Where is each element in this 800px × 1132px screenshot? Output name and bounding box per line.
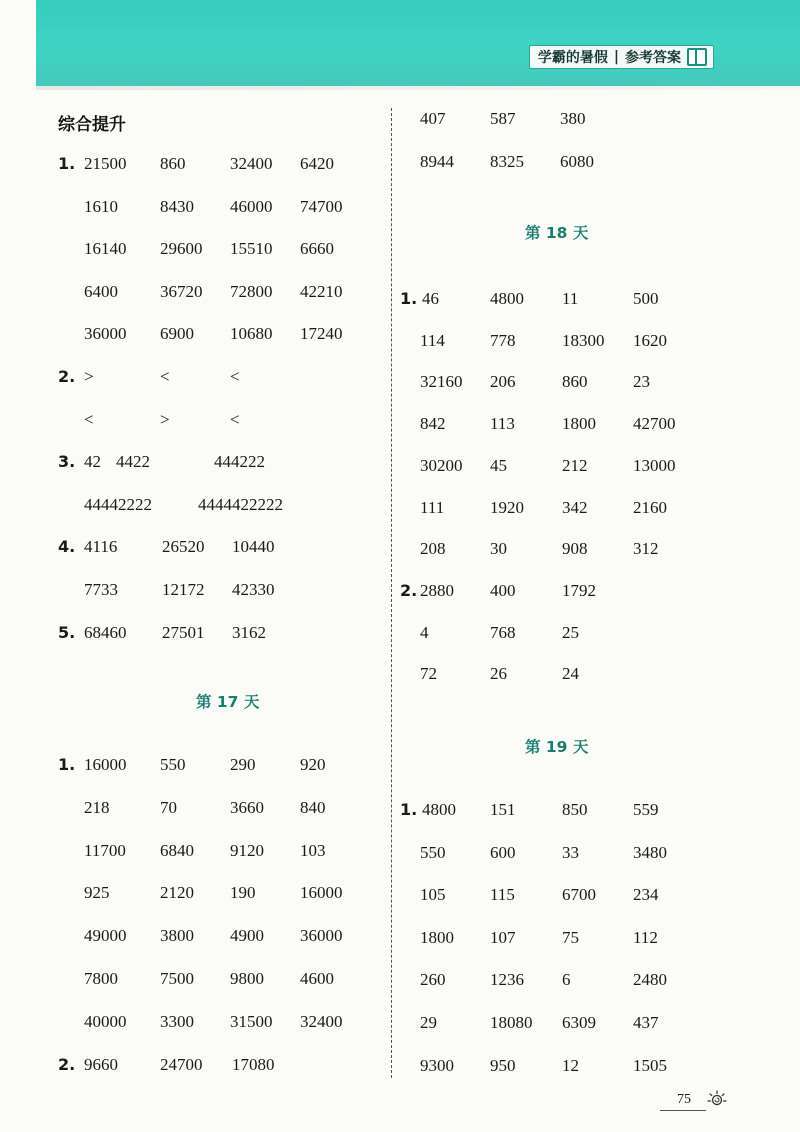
answer-value: 1610	[84, 196, 118, 216]
answer-value: 2880	[420, 580, 454, 600]
answer-value: 17240	[300, 324, 343, 344]
answer-value: 908	[562, 539, 588, 559]
answer-value: 768	[490, 622, 516, 642]
answer-value: 7500	[160, 969, 194, 988]
answer-value: 860	[562, 372, 588, 392]
question-number: 2.	[400, 580, 418, 600]
answer-row	[0, 840, 800, 867]
day-17-title: 第 17 天	[196, 693, 260, 711]
answer-value: 4900	[230, 926, 264, 946]
answer-value: 18080	[490, 1013, 533, 1032]
answer-value: 2160	[633, 497, 667, 517]
answer-value: 27501	[162, 622, 205, 642]
answer-value: >	[160, 409, 170, 429]
book-icon	[687, 48, 707, 66]
answer-value: <	[160, 367, 170, 386]
section-label: 参考答案	[625, 50, 681, 66]
answer-value: 6840	[160, 840, 194, 860]
header-separator: |	[613, 49, 619, 65]
answer-value: 312	[633, 539, 659, 559]
answer-value: 32400	[300, 1011, 343, 1031]
answer-value: <	[84, 409, 94, 429]
answer-row	[0, 331, 800, 355]
question-number: 1.	[400, 289, 418, 308]
answer-row	[0, 970, 800, 994]
answer-row	[0, 109, 800, 133]
answer-value: 587	[490, 109, 516, 128]
answer-value: 42330	[232, 580, 275, 599]
answer-value: 29	[420, 1013, 437, 1032]
answer-value: 840	[300, 797, 326, 817]
answer-value: 24700	[160, 1054, 203, 1074]
answer-value: 23	[633, 372, 650, 392]
answer-value: 860	[160, 154, 186, 173]
answer-row	[0, 239, 800, 263]
answer-value: 36000	[300, 926, 343, 946]
answer-value: 6309	[562, 1013, 596, 1032]
answer-value: 103	[300, 840, 326, 860]
answer-value: 6080	[560, 152, 594, 171]
answer-value: 16000	[84, 755, 127, 774]
answer-row	[0, 372, 800, 396]
answer-value: 40000	[84, 1011, 127, 1031]
answer-value: 42210	[300, 281, 343, 301]
answer-value: 9300	[420, 1055, 454, 1075]
answer-value: 45	[490, 455, 507, 475]
page-number: 75	[677, 1092, 691, 1107]
answer-value: 25	[562, 622, 579, 642]
answer-value: 290	[230, 755, 256, 774]
answer-value: 6420	[300, 154, 334, 173]
answer-value: 8430	[160, 196, 194, 216]
answer-value: 212	[562, 455, 588, 475]
header-band	[36, 0, 800, 86]
answer-value: 33	[562, 842, 579, 862]
answer-value: 16140	[84, 239, 127, 259]
answer-value: 16000	[300, 883, 343, 903]
answer-value: 107	[490, 927, 516, 947]
answer-value: 42	[84, 452, 101, 472]
answer-value: 70	[160, 797, 177, 817]
day-19-title: 第 19 天	[525, 738, 589, 756]
section-title: 综合提升	[58, 115, 126, 135]
answer-value: 36720	[160, 281, 203, 301]
answer-value: 1620	[633, 330, 667, 350]
answer-value: <	[230, 367, 240, 386]
answer-value: <	[230, 409, 240, 429]
question-number: 3.	[58, 452, 76, 472]
question-number: 2.	[58, 367, 76, 386]
answer-row	[0, 456, 800, 480]
answer-value: 3660	[230, 797, 264, 817]
answer-value: 1920	[490, 497, 524, 517]
question-number: 4.	[58, 537, 76, 557]
answer-value: 2480	[633, 970, 667, 990]
answer-value: 6400	[84, 281, 118, 301]
answer-value: 1505	[633, 1055, 667, 1075]
answer-row	[0, 414, 800, 438]
answer-value: 114	[420, 330, 445, 350]
answer-value: 7800	[84, 969, 118, 988]
answer-value: 12	[562, 1055, 579, 1075]
answer-value: 13000	[633, 455, 676, 475]
answer-value: 30	[490, 539, 507, 559]
answer-value: 4	[420, 622, 429, 642]
answer-value: 2120	[160, 883, 194, 903]
question-number: 2.	[58, 1054, 76, 1074]
answer-value: 1792	[562, 580, 596, 600]
answer-value: 36000	[84, 324, 127, 344]
answer-value: 68460	[84, 622, 127, 642]
answer-value: 550	[160, 755, 186, 774]
answer-value: 112	[633, 927, 658, 947]
answer-value: 10680	[230, 324, 273, 344]
answer-value: 74700	[300, 196, 343, 216]
answer-value: 75	[562, 927, 579, 947]
answer-value: 44442222	[84, 494, 152, 514]
answer-value: 21500	[84, 154, 127, 173]
answer-row	[0, 1013, 800, 1037]
answer-value: 850	[562, 800, 588, 819]
answer-row	[0, 623, 800, 647]
answer-value: 1800	[562, 414, 596, 434]
answer-value: 3800	[160, 926, 194, 946]
answer-value: 950	[490, 1055, 516, 1075]
answer-value: 8944	[420, 152, 454, 171]
answer-value: 49000	[84, 926, 127, 946]
answer-value: 113	[490, 414, 515, 434]
answer-value: 842	[420, 414, 446, 434]
answer-value: 600	[490, 842, 516, 862]
answer-value: 1800	[420, 927, 454, 947]
answer-value: 26	[490, 664, 507, 684]
question-number: 1.	[58, 154, 76, 173]
answer-value: >	[84, 367, 94, 386]
answer-row	[0, 755, 800, 779]
answer-value: 9660	[84, 1054, 118, 1074]
sun-icon	[706, 1088, 728, 1110]
answer-value: 4116	[84, 537, 118, 557]
answer-value: 10440	[232, 537, 275, 557]
answer-value: 444222	[214, 452, 265, 472]
question-number: 5.	[58, 622, 76, 642]
answer-row	[0, 1056, 800, 1080]
answer-value: 4800	[422, 800, 456, 819]
day-18-title: 第 18 天	[525, 224, 589, 242]
answer-value: 3480	[633, 842, 667, 862]
answer-value: 17080	[232, 1054, 275, 1074]
answer-row	[0, 885, 800, 909]
answer-value: 30200	[420, 455, 463, 475]
answer-value: 46000	[230, 196, 273, 216]
answer-value: 24	[562, 664, 579, 684]
answer-value: 9800	[230, 969, 264, 988]
answer-value: 342	[562, 497, 588, 517]
answer-value: 4600	[300, 969, 334, 988]
answer-value: 206	[490, 372, 516, 392]
answer-value: 8325	[490, 152, 524, 171]
answer-row	[0, 797, 800, 824]
answer-value: 4422	[116, 452, 150, 472]
answer-value: 4444422222	[198, 494, 283, 514]
answer-value: 6660	[300, 239, 334, 259]
answer-value: 32160	[420, 372, 463, 392]
question-number: 1.	[400, 800, 418, 819]
answer-row	[0, 928, 800, 952]
answer-value: 380	[560, 109, 586, 128]
answer-value: 925	[84, 883, 110, 903]
answer-value: 26520	[162, 537, 205, 557]
book-tag	[529, 45, 714, 69]
answer-value: 32400	[230, 154, 273, 173]
answer-value: 72	[420, 664, 437, 684]
answer-value: 208	[420, 539, 446, 559]
answer-value: 190	[230, 883, 256, 903]
answer-value: 4800	[490, 289, 524, 308]
answer-row	[0, 664, 800, 688]
answer-value: 6700	[562, 885, 596, 905]
answer-value: 218	[84, 797, 110, 817]
answer-value: 778	[490, 330, 516, 350]
answer-value: 500	[633, 289, 659, 308]
answer-value: 29600	[160, 239, 203, 259]
answer-value: 31500	[230, 1011, 273, 1031]
answer-value: 9120	[230, 840, 264, 860]
answer-value: 15510	[230, 239, 273, 259]
answer-value: 3162	[232, 622, 266, 642]
answer-value: 234	[633, 885, 659, 905]
answer-row	[0, 289, 800, 313]
answer-value: 6900	[160, 324, 194, 344]
answer-value: 11700	[84, 840, 126, 860]
answer-value: 7733	[84, 580, 118, 599]
answer-row	[0, 197, 800, 221]
answer-value: 115	[490, 885, 515, 905]
answer-value: 559	[633, 800, 659, 819]
answer-value: 3300	[160, 1011, 194, 1031]
answer-row	[0, 498, 800, 522]
answer-value: 72800	[230, 281, 273, 301]
answer-value: 1236	[490, 970, 524, 990]
answer-value: 105	[420, 885, 446, 905]
answer-row	[0, 152, 800, 176]
answer-value: 400	[490, 580, 516, 600]
answer-value: 437	[633, 1013, 659, 1032]
book-title: 学霸的暑假	[537, 50, 608, 66]
answer-row	[0, 581, 800, 605]
answer-value: 260	[420, 970, 446, 990]
page-number-underline	[660, 1110, 706, 1111]
question-number: 1.	[58, 755, 76, 774]
answer-value: 42700	[633, 414, 676, 434]
answer-value: 407	[420, 109, 446, 128]
answer-value: 920	[300, 755, 326, 774]
answer-value: 46	[422, 289, 439, 308]
answer-value: 111	[420, 497, 445, 517]
answer-row	[0, 539, 800, 563]
answer-value: 11	[562, 289, 579, 308]
answer-value: 12172	[162, 580, 205, 599]
answer-value: 18300	[562, 330, 605, 350]
answer-value: 6	[562, 970, 571, 990]
answer-value: 151	[490, 800, 516, 819]
answer-value: 550	[420, 842, 446, 862]
